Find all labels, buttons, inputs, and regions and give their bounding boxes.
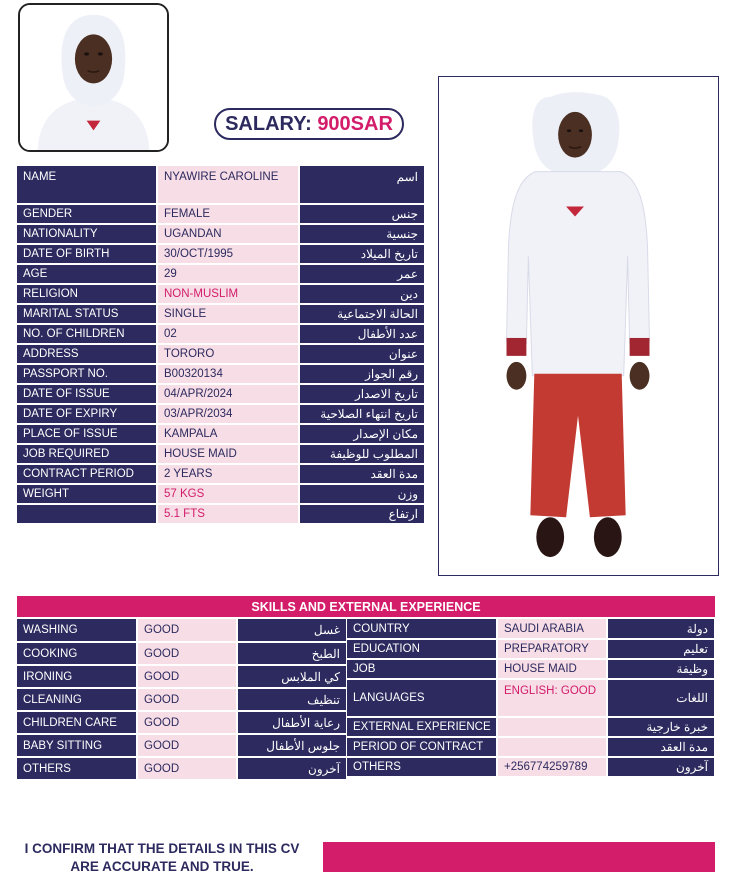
field-value: 29 (157, 264, 299, 284)
field-label-arabic: تاريخ الاصدار (299, 384, 425, 404)
info-row (17, 484, 425, 504)
field-label-arabic: جنس (299, 204, 425, 224)
salary-label: SALARY: (225, 112, 312, 135)
skill-row (17, 757, 347, 780)
info-row (17, 304, 425, 324)
info-row (17, 284, 425, 304)
field-label-arabic: جنسية (299, 224, 425, 244)
info-row (17, 504, 425, 524)
field-value (497, 717, 607, 737)
info-row (17, 424, 425, 444)
field-label: DATE OF EXPIRY (17, 404, 157, 424)
field-label-arabic: الحالة الاجتماعية (299, 304, 425, 324)
field-label: NAME (17, 166, 157, 204)
field-label-arabic: خبرة خارجية (607, 717, 715, 737)
skills-table (17, 619, 348, 781)
personal-info-table (17, 166, 426, 525)
field-value: 30/OCT/1995 (157, 244, 299, 264)
field-label-arabic: عدد الأطفال (299, 324, 425, 344)
field-label-arabic: تعليم (607, 639, 715, 659)
field-label: IRONING (17, 665, 137, 688)
field-value: ENGLISH: GOOD (497, 679, 607, 717)
field-value: GOOD (137, 642, 237, 665)
field-label: BABY SITTING (17, 734, 137, 757)
field-label: WEIGHT (17, 484, 157, 504)
portrait-photo (18, 3, 169, 152)
field-label-arabic: تاريخ الميلاد (299, 244, 425, 264)
field-label-arabic: عمر (299, 264, 425, 284)
info-row (17, 364, 425, 384)
field-value: GOOD (137, 619, 237, 642)
field-value: 03/APR/2034 (157, 404, 299, 424)
field-label: CONTRACT PERIOD (17, 464, 157, 484)
field-label-arabic: كي الملابس (237, 665, 347, 688)
field-label: DATE OF ISSUE (17, 384, 157, 404)
field-value: TORORO (157, 344, 299, 364)
field-label: COUNTRY (347, 619, 497, 639)
info-row (17, 344, 425, 364)
field-label: CLEANING (17, 688, 137, 711)
experience-row (347, 737, 715, 757)
field-label: GENDER (17, 204, 157, 224)
field-value: SINGLE (157, 304, 299, 324)
field-value: UGANDAN (157, 224, 299, 244)
info-row (17, 224, 425, 244)
field-label-arabic: مكان الإصدار (299, 424, 425, 444)
field-label-arabic: وزن (299, 484, 425, 504)
field-label-arabic: اللغات (607, 679, 715, 717)
info-row (17, 404, 425, 424)
experience-row (347, 659, 715, 679)
salary-value: 900SAR (317, 112, 393, 135)
field-label: OTHERS (17, 757, 137, 780)
experience-row (347, 757, 715, 777)
info-row (17, 264, 425, 284)
field-label: CHILDREN CARE (17, 711, 137, 734)
field-value: GOOD (137, 688, 237, 711)
field-label-arabic: جلوس الأطفال (237, 734, 347, 757)
skill-row (17, 642, 347, 665)
info-row (17, 244, 425, 264)
field-value: 2 YEARS (157, 464, 299, 484)
field-value: +256774259789 (497, 757, 607, 777)
field-label-arabic: تنظيف (237, 688, 347, 711)
signature-bar (323, 842, 715, 872)
field-value (497, 737, 607, 757)
field-value: 57 KGS (157, 484, 299, 504)
skill-row (17, 711, 347, 734)
field-label: EXTERNAL EXPERIENCE (347, 717, 497, 737)
field-value: HOUSE MAID (497, 659, 607, 679)
salary-badge (214, 108, 404, 140)
field-value: PREPARATORY (497, 639, 607, 659)
field-label: NO. OF CHILDREN (17, 324, 157, 344)
skill-row (17, 688, 347, 711)
field-value: KAMPALA (157, 424, 299, 444)
field-value: GOOD (137, 734, 237, 757)
field-label: COOKING (17, 642, 137, 665)
experience-row (347, 639, 715, 659)
info-row (17, 204, 425, 224)
experience-row (347, 717, 715, 737)
field-label-arabic: المطلوب للوظيفة (299, 444, 425, 464)
experience-row (347, 679, 715, 717)
field-value: NYAWIRE CAROLINE (157, 166, 299, 204)
field-label-arabic: عنوان (299, 344, 425, 364)
field-value: NON-MUSLIM (157, 284, 299, 304)
field-label: PLACE OF ISSUE (17, 424, 157, 444)
field-label-arabic: آخرون (237, 757, 347, 780)
info-row (17, 166, 425, 204)
field-label: PASSPORT NO. (17, 364, 157, 384)
field-label: JOB (347, 659, 497, 679)
field-label-arabic: تاريخ انتهاء الصلاحية (299, 404, 425, 424)
field-value: SAUDI ARABIA (497, 619, 607, 639)
field-label-arabic: دين (299, 284, 425, 304)
field-label-arabic: مدة العقد (607, 737, 715, 757)
field-value: GOOD (137, 665, 237, 688)
info-row (17, 324, 425, 344)
field-label-arabic: رعاية الأطفال (237, 711, 347, 734)
info-row (17, 384, 425, 404)
field-value: GOOD (137, 757, 237, 780)
field-label: MARITAL STATUS (17, 304, 157, 324)
field-label: NATIONALITY (17, 224, 157, 244)
field-label: DATE OF BIRTH (17, 244, 157, 264)
field-value: 5.1 FTS (157, 504, 299, 524)
info-row (17, 444, 425, 464)
field-value: GOOD (137, 711, 237, 734)
field-value: B00320134 (157, 364, 299, 384)
field-label: WASHING (17, 619, 137, 642)
skill-row (17, 734, 347, 757)
info-row (17, 464, 425, 484)
skill-row (17, 619, 347, 642)
field-value: 04/APR/2024 (157, 384, 299, 404)
field-value: 02 (157, 324, 299, 344)
field-label-arabic: آخرون (607, 757, 715, 777)
field-value: HOUSE MAID (157, 444, 299, 464)
full-body-photo (438, 76, 719, 576)
field-label-arabic: غسل (237, 619, 347, 642)
skills-section-title: SKILLS AND EXTERNAL EXPERIENCE (17, 596, 715, 617)
field-label: RELIGION (17, 284, 157, 304)
experience-table (347, 619, 716, 778)
skill-row (17, 665, 347, 688)
field-label-arabic: وظيفة (607, 659, 715, 679)
field-label-arabic: دولة (607, 619, 715, 639)
field-label-arabic: الطبخ (237, 642, 347, 665)
field-label: JOB REQUIRED (17, 444, 157, 464)
field-label: PERIOD OF CONTRACT (347, 737, 497, 757)
field-label: ADDRESS (17, 344, 157, 364)
field-label: AGE (17, 264, 157, 284)
field-label-arabic: مدة العقد (299, 464, 425, 484)
experience-row (347, 619, 715, 639)
field-label-arabic: اسم (299, 166, 425, 204)
field-value: FEMALE (157, 204, 299, 224)
field-label: OTHERS (347, 757, 497, 777)
field-label: LANGUAGES (347, 679, 497, 717)
field-label (17, 504, 157, 524)
confirmation-text: I CONFIRM THAT THE DETAILS IN THIS CV ARE ACCURATE AND TRUE. (24, 841, 300, 874)
field-label-arabic: رقم الجواز (299, 364, 425, 384)
field-label-arabic: ارتفاع (299, 504, 425, 524)
field-label: EDUCATION (347, 639, 497, 659)
